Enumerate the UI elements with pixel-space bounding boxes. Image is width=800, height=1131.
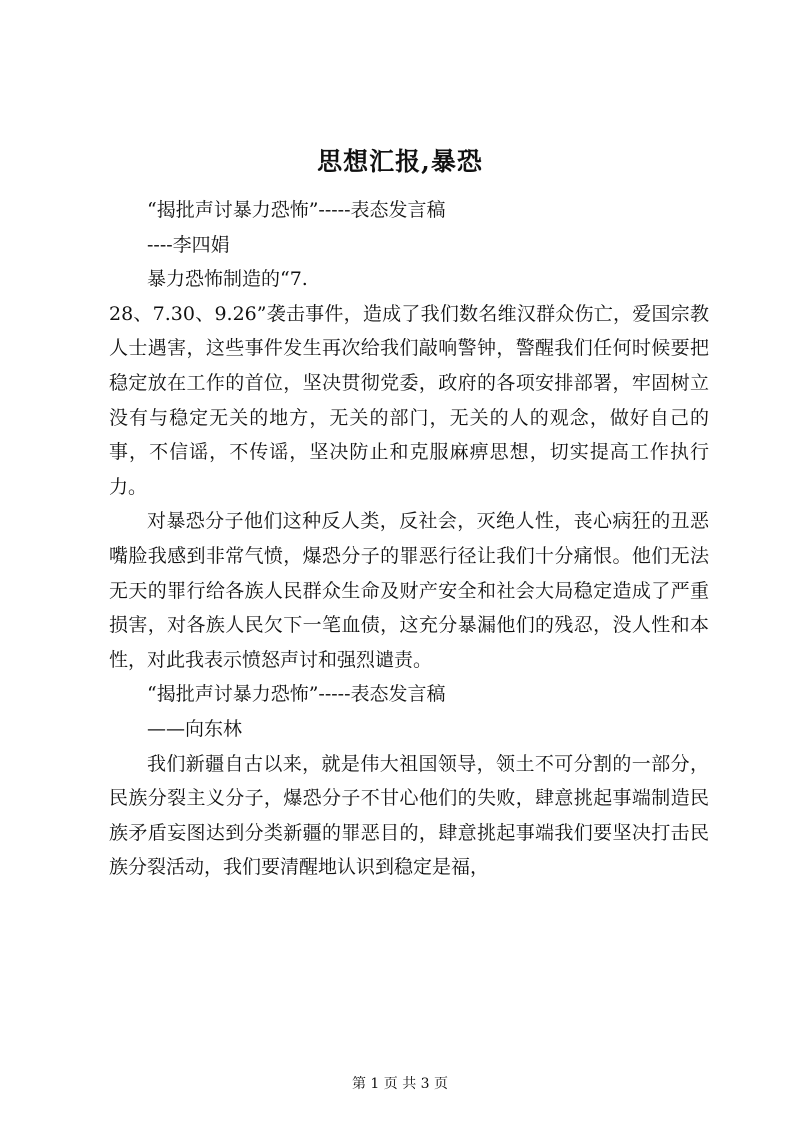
paragraph-author-2: ——向东林 — [147, 717, 243, 740]
paragraph-heading-2: “揭批声讨暴力恐怖”-----表态发言稿 — [147, 683, 446, 706]
paragraph-heading-1: “揭批声讨暴力恐怖”-----表态发言稿 — [147, 199, 446, 221]
paragraph-condemnation: 对暴恐分子他们这种反人类，反社会，灭绝人性，丧心病狂的丑恶嘴脸我感到非常气愤，爆恐分子的罪恶行径让我们十分痛恨。他们无法无天的罪行给各族人民群众生命及财产安全和社会大局稳定造成了严重损害，对各族人民欠下一笔血债，这充分暴漏他们的残忍，没人性和本性，对此我表示愤怒声讨和强烈谴责。 — [109, 510, 709, 671]
document-body — [109, 193, 709, 885]
paragraph-intro: 暴力恐怖制造的“7. — [147, 268, 308, 291]
paragraph-events: 28、7.30、9.26”袭击事件，造成了我们数名维汉群众伤亡，爱国宗教人士遇害，这些事件发生再次给我们敲响警钟，警醒我们任何时候要把稳定放在工作的首位，坚决贯彻党委，政府的各项安排部署，牢固树立没有与稳定无关的地方，无关的部门，无关的人的观念，做好自己的事，不信谣，不传谣，坚决防止和克服麻痹思想，切实提高工作执行力。 — [109, 302, 709, 498]
paragraph-author-1: ----李四娟 — [147, 233, 230, 256]
document-title: 思想汇报,暴恐 — [317, 147, 483, 176]
paragraph-xinjiang: 我们新疆自古以来，就是伟大祖国领导，领土不可分割的一部分，民族分裂主义分子，爆恐分子不甘心他们的失败，肆意挑起事端制造民族矛盾妄图达到分类新疆的罪恶目的，肆意挑起事端我们要坚决打击民族分裂活动，我们要清醒地认识到稳定是福， — [109, 752, 709, 879]
page-footer: 第 1 页 共 3 页 — [351, 1076, 449, 1092]
